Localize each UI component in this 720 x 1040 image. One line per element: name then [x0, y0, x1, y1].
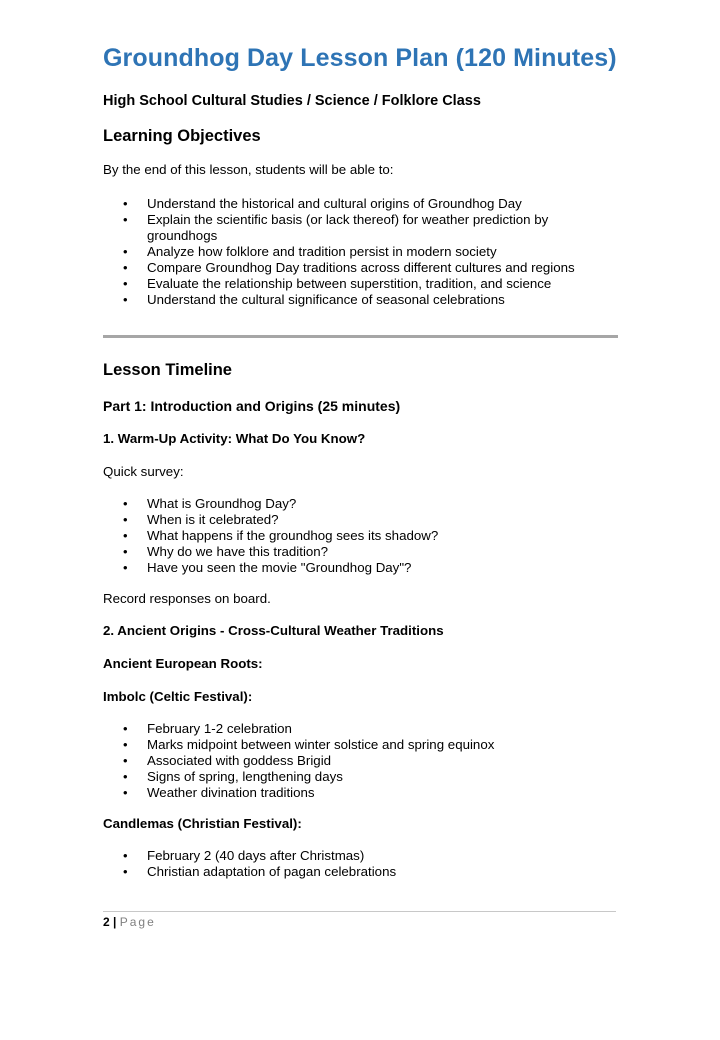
page-title: Groundhog Day Lesson Plan (120 Minutes) — [103, 44, 617, 72]
footer-separator: | — [113, 915, 117, 929]
list-item: • Compare Groundhog Day traditions across different cultures and regions — [103, 260, 618, 276]
list-item: • Analyze how folklore and tradition persist in modern society — [103, 244, 618, 260]
list-item: • Have you seen the movie "Groundhog Day"? — [103, 560, 618, 576]
objectives-list — [103, 196, 618, 308]
list-item: • Understand the cultural significance of seasonal celebrations — [103, 292, 618, 308]
list-item: • Explain the scientific basis (or lack thereof) for weather prediction by groundhogs — [103, 212, 618, 244]
list-item: • What happens if the groundhog sees its shadow? — [103, 528, 618, 544]
list-item: • February 1-2 celebration — [103, 721, 618, 737]
list-item: • Signs of spring, lengthening days — [103, 769, 618, 785]
footer-divider — [103, 911, 616, 912]
list-item: • Christian adaptation of pagan celebrations — [103, 864, 618, 880]
class-subtitle: High School Cultural Studies / Science / Folklore Class — [103, 93, 481, 109]
page-label: Page — [119, 915, 156, 929]
page-number: 2 — [103, 915, 110, 929]
imbolc-heading: Imbolc (Celtic Festival): — [103, 689, 253, 704]
origins-heading: 2. Ancient Origins - Cross-Cultural Weather Traditions — [103, 623, 444, 638]
list-item: • What is Groundhog Day? — [103, 496, 618, 512]
candlemas-list — [103, 848, 618, 880]
warmup-heading: 1. Warm-Up Activity: What Do You Know? — [103, 431, 366, 446]
warmup-intro: Quick survey: — [103, 464, 184, 479]
list-item: • Understand the historical and cultural origins of Groundhog Day — [103, 196, 618, 212]
warmup-outro: Record responses on board. — [103, 591, 271, 606]
objectives-heading: Learning Objectives — [103, 127, 261, 145]
list-item: • Marks midpoint between winter solstice and spring equinox — [103, 737, 618, 753]
page-footer — [103, 914, 156, 930]
imbolc-list — [103, 721, 618, 801]
list-item: • Why do we have this tradition? — [103, 544, 618, 560]
warmup-list — [103, 496, 618, 576]
list-item: • Associated with goddess Brigid — [103, 753, 618, 769]
list-item: • February 2 (40 days after Christmas) — [103, 848, 618, 864]
list-item: • Weather divination traditions — [103, 785, 618, 801]
list-item: • When is it celebrated? — [103, 512, 618, 528]
page-content — [103, 40, 618, 880]
candlemas-heading: Candlemas (Christian Festival): — [103, 816, 302, 831]
section-divider — [103, 335, 618, 338]
objectives-intro: By the end of this lesson, students will be able to: — [103, 162, 394, 177]
roots-heading: Ancient European Roots: — [103, 656, 263, 671]
timeline-heading: Lesson Timeline — [103, 361, 232, 379]
part1-heading: Part 1: Introduction and Origins (25 minutes) — [103, 398, 401, 414]
list-item: • Evaluate the relationship between superstition, tradition, and science — [103, 276, 618, 292]
